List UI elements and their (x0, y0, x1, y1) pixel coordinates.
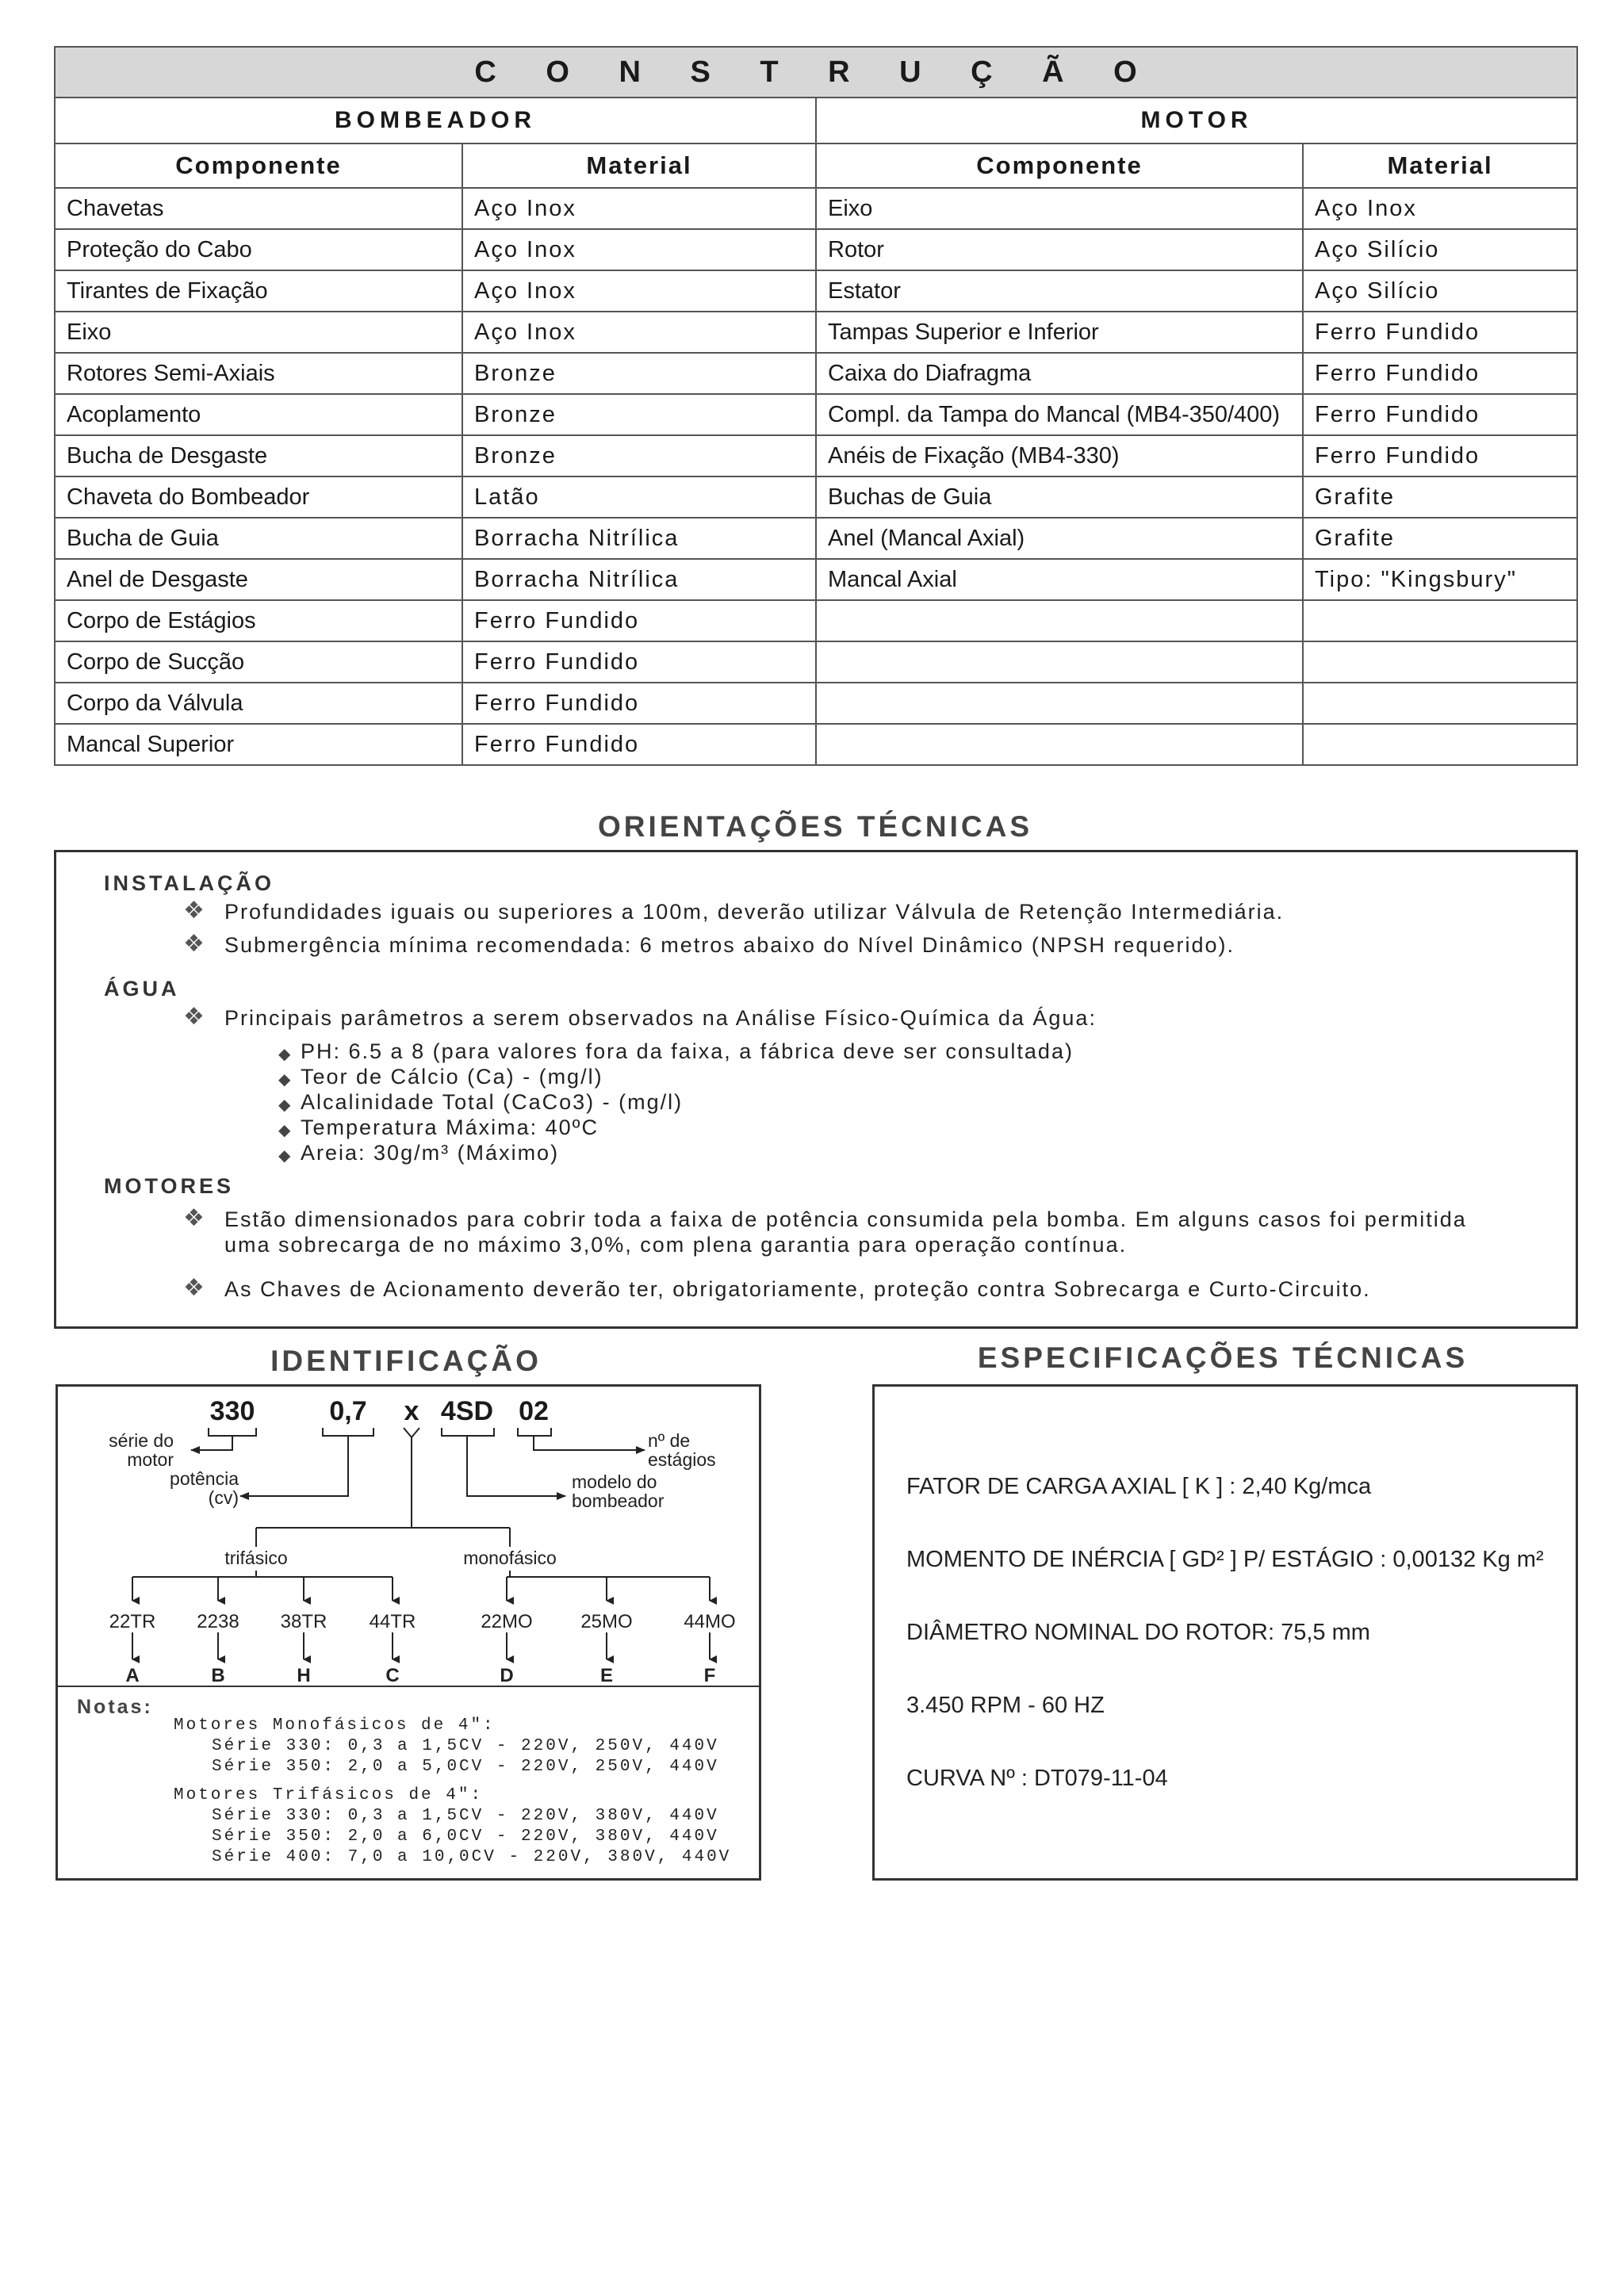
material-motor-cell: Tipo: "Kingsbury" (1303, 559, 1577, 600)
motores-item-2: As Chaves de Acionamento deverão ter, obrigatoriamente, proteção contra Sobrecarga e Curto-Circuito. (224, 1277, 1371, 1301)
material-motor-cell: Grafite (1303, 476, 1577, 518)
label-modelo-1: modelo do (572, 1471, 657, 1492)
nota-line: Série 350: 2,0 a 5,0CV - 220V, 250V, 440V (212, 1758, 719, 1776)
code-modelo: 4SD (440, 1396, 494, 1426)
material-bombeador-cell: Latão (462, 476, 816, 518)
construcao-row (55, 353, 1577, 394)
variant-letter: D (500, 1665, 514, 1686)
construcao-rows (55, 188, 1577, 765)
spec-line: DIÂMETRO NOMINAL DO ROTOR: 75,5 mm (906, 1620, 1370, 1645)
nota-line: Motores Trifásicos de 4": (174, 1786, 484, 1804)
nota-line: Série 350: 2,0 a 6,0CV - 220V, 380V, 440V (212, 1827, 719, 1846)
material-motor-cell: Aço Inox (1303, 188, 1577, 229)
material-motor-cell: Aço Silício (1303, 229, 1577, 270)
componente-motor-cell: Anel (Mancal Axial) (816, 518, 1303, 559)
variant-code: 22MO (481, 1611, 533, 1632)
nota-line: Motores Monofásicos de 4": (174, 1716, 496, 1735)
agua-sub-item: Areia: 30g/m³ (Máximo) (301, 1141, 560, 1165)
agua-heading: ÁGUA (104, 977, 180, 1001)
construcao-row (55, 724, 1577, 765)
material-bombeador-cell: Ferro Fundido (462, 683, 816, 724)
construcao-row (55, 641, 1577, 683)
componente-motor-cell: Eixo (816, 188, 1303, 229)
diamond-bullet-icon: ❖ (183, 931, 205, 957)
construcao-row (55, 683, 1577, 724)
especificacoes-box (872, 1384, 1578, 1881)
agua-sub-item: Teor de Cálcio (Ca) - (mg/l) (301, 1065, 603, 1089)
material-bombeador-cell: Bronze (462, 435, 816, 476)
small-diamond-icon: ◆ (278, 1147, 291, 1165)
material-bombeador-cell: Aço Inox (462, 229, 816, 270)
label-serie-2: motor (127, 1449, 174, 1470)
motor-header: MOTOR (816, 98, 1577, 144)
motores-heading: MOTORES (104, 1174, 235, 1198)
componente-bombeador-cell: Rotores Semi-Axiais (55, 353, 462, 394)
instalacao-item-2: Submergência mínima recomendada: 6 metros abaixo do Nível Dinâmico (NPSH requerido). (224, 933, 1235, 957)
material-motor-cell: Ferro Fundido (1303, 312, 1577, 353)
material-motor-cell: Ferro Fundido (1303, 353, 1577, 394)
agua-sub-item: PH: 6.5 a 8 (para valores fora da faixa, a fábrica deve ser consultada) (301, 1039, 1074, 1063)
componente-motor-cell: Caixa do Diafragma (816, 353, 1303, 394)
componente-bombeador-cell: Bucha de Guia (55, 518, 462, 559)
small-diamond-icon: ◆ (278, 1046, 291, 1063)
material-bombeador-cell: Ferro Fundido (462, 600, 816, 641)
material-bombeador-cell: Aço Inox (462, 270, 816, 312)
componente-bombeador-cell: Corpo de Estágios (55, 600, 462, 641)
componente-motor-cell (816, 683, 1303, 724)
material-bombeador-cell: Aço Inox (462, 188, 816, 229)
col-material-bombeador: Material (462, 144, 816, 188)
construcao-row (55, 559, 1577, 600)
label-trifasico: trifásico (224, 1548, 288, 1568)
componente-motor-cell: Buchas de Guia (816, 476, 1303, 518)
spec-line: CURVA Nº : DT079-11-04 (906, 1766, 1168, 1791)
agua-item-1: Principais parâmetros a serem observados na Análise Físico-Química da Água: (224, 1006, 1097, 1030)
componente-bombeador-cell: Corpo da Válvula (55, 683, 462, 724)
small-diamond-icon: ◆ (278, 1096, 291, 1114)
componente-bombeador-cell: Eixo (55, 312, 462, 353)
instalacao-heading: INSTALAÇÃO (104, 871, 274, 895)
code-potencia: 0,7 (329, 1396, 367, 1426)
material-motor-cell (1303, 724, 1577, 765)
construcao-row (55, 394, 1577, 435)
componente-bombeador-cell: Acoplamento (55, 394, 462, 435)
componente-motor-cell: Compl. da Tampa do Mancal (MB4-350/400) (816, 394, 1303, 435)
label-potencia-2: (cv) (208, 1487, 239, 1508)
componente-motor-cell (816, 600, 1303, 641)
col-material-motor: Material (1303, 144, 1577, 188)
variant-letter: E (599, 1665, 614, 1686)
diamond-bullet-icon: ❖ (183, 1275, 205, 1301)
construcao-row (55, 312, 1577, 353)
spec-line: FATOR DE CARGA AXIAL [ K ] : 2,40 Kg/mca (906, 1474, 1372, 1499)
diamond-bullet-icon: ❖ (183, 1205, 205, 1231)
componente-motor-cell (816, 641, 1303, 683)
variant-letter: C (385, 1665, 400, 1686)
material-bombeador-cell: Borracha Nitrílica (462, 518, 816, 559)
motores-item-1a: Estão dimensionados para cobrir toda a faixa de potência consumida pela bomba. Em alguns casos foi permitida (224, 1207, 1467, 1231)
componente-motor-cell: Mancal Axial (816, 559, 1303, 600)
construcao-title: C O N S T R U Ç Ã O (55, 47, 1577, 98)
material-motor-cell (1303, 683, 1577, 724)
componente-bombeador-cell: Tirantes de Fixação (55, 270, 462, 312)
diamond-bullet-icon: ❖ (183, 1004, 205, 1030)
material-bombeador-cell: Bronze (462, 394, 816, 435)
code-serie: 330 (209, 1396, 255, 1426)
variant-letter: H (297, 1665, 311, 1686)
nota-line: Série 400: 7,0 a 10,0CV - 220V, 380V, 440V (212, 1848, 732, 1866)
construcao-row (55, 518, 1577, 559)
construcao-table (54, 46, 1578, 766)
variant-code: 38TR (280, 1611, 327, 1632)
orientacoes-title: ORIENTAÇÕES TÉCNICAS (597, 810, 1032, 843)
construcao-row (55, 435, 1577, 476)
label-estagios-2: estágios (648, 1449, 716, 1470)
componente-bombeador-cell: Mancal Superior (55, 724, 462, 765)
col-componente-bombeador: Componente (55, 144, 462, 188)
componente-bombeador-cell: Chavetas (55, 188, 462, 229)
material-bombeador-cell: Aço Inox (462, 312, 816, 353)
material-bombeador-cell: Ferro Fundido (462, 724, 816, 765)
nota-line: Série 330: 0,3 a 1,5CV - 220V, 380V, 440V (212, 1807, 719, 1825)
variant-letter: A (125, 1665, 140, 1686)
material-motor-cell (1303, 641, 1577, 683)
componente-bombeador-cell: Chaveta do Bombeador (55, 476, 462, 518)
diamond-bullet-icon: ❖ (183, 897, 205, 924)
variant-letter: B (211, 1665, 225, 1686)
orientacoes-box (54, 850, 1578, 1329)
variant-code: 25MO (580, 1611, 633, 1632)
label-serie-1: série do (109, 1430, 174, 1451)
material-bombeador-cell: Borracha Nitrílica (462, 559, 816, 600)
label-potencia-1: potência (170, 1468, 239, 1489)
construcao-row (55, 600, 1577, 641)
construcao-row (55, 270, 1577, 312)
variant-code: 44MO (684, 1611, 736, 1632)
componente-bombeador-cell: Anel de Desgaste (55, 559, 462, 600)
material-motor-cell (1303, 600, 1577, 641)
construcao-row (55, 188, 1577, 229)
material-bombeador-cell: Ferro Fundido (462, 641, 816, 683)
construcao-row (55, 229, 1577, 270)
instalacao-item-1: Profundidades iguais ou superiores a 100m, deverão utilizar Válvula de Retenção Intermediária. (224, 900, 1285, 924)
material-motor-cell: Ferro Fundido (1303, 435, 1577, 476)
material-motor-cell: Ferro Fundido (1303, 394, 1577, 435)
small-diamond-icon: ◆ (278, 1071, 291, 1089)
componente-motor-cell: Estator (816, 270, 1303, 312)
variant-code: 2238 (197, 1611, 239, 1632)
small-diamond-icon: ◆ (278, 1122, 291, 1139)
componente-bombeador-cell: Corpo de Sucção (55, 641, 462, 683)
material-motor-cell: Aço Silício (1303, 270, 1577, 312)
componente-motor-cell: Tampas Superior e Inferior (816, 312, 1303, 353)
code-estagios: 02 (519, 1396, 549, 1426)
especificacoes-title: ESPECIFICAÇÕES TÉCNICAS (977, 1341, 1469, 1374)
spec-line: 3.450 RPM - 60 HZ (906, 1693, 1105, 1718)
agua-sub-item: Alcalinidade Total (CaCo3) - (mg/l) (301, 1090, 684, 1114)
componente-bombeador-cell: Proteção do Cabo (55, 229, 462, 270)
variant-code: 44TR (369, 1611, 416, 1632)
nota-line: Série 330: 0,3 a 1,5CV - 220V, 250V, 440V (212, 1737, 719, 1755)
material-bombeador-cell: Bronze (462, 353, 816, 394)
identificacao-diagram (58, 1387, 759, 1878)
construcao-row (55, 476, 1577, 518)
variant-letter: F (703, 1665, 716, 1686)
notas-heading: Notas: (77, 1696, 153, 1718)
code-x: x (404, 1396, 419, 1426)
material-motor-cell: Grafite (1303, 518, 1577, 559)
componente-motor-cell (816, 724, 1303, 765)
agua-sub-item: Temperatura Máxima: 40ºC (301, 1115, 599, 1139)
label-monofasico: monofásico (463, 1548, 557, 1568)
label-modelo-2: bombeador (572, 1490, 665, 1511)
spec-line: MOMENTO DE INÉRCIA [ GD² ] P/ ESTÁGIO : 0,00132 Kg m² (906, 1547, 1544, 1572)
variant-code: 22TR (109, 1611, 156, 1632)
componente-motor-cell: Rotor (816, 229, 1303, 270)
identificacao-box (56, 1384, 761, 1881)
col-componente-motor: Componente (816, 144, 1303, 188)
componente-bombeador-cell: Bucha de Desgaste (55, 435, 462, 476)
label-estagios-1: nº de (648, 1430, 691, 1451)
componente-motor-cell: Anéis de Fixação (MB4-330) (816, 435, 1303, 476)
identificacao-title: IDENTIFICAÇÃO (270, 1345, 542, 1377)
bombeador-header: BOMBEADOR (55, 98, 816, 144)
motores-item-1b: uma sobrecarga de no máximo 3,0%, com plena garantia para operação contínua. (224, 1233, 1128, 1257)
